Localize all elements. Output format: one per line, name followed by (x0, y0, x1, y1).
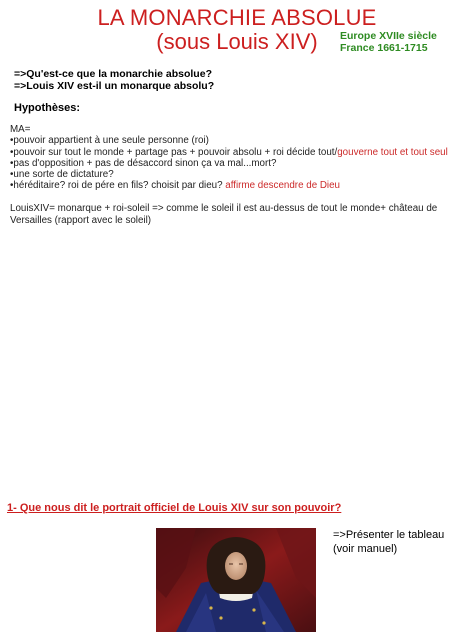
question-2: =>Louis XIV est-il un monarque absolu? (14, 80, 215, 92)
instruction-line-1: =>Présenter le tableau (333, 529, 445, 541)
context-region: Europe XVIIe siècle (340, 30, 437, 42)
hypothesis-bullet (10, 135, 209, 146)
hypothesis-bullet (10, 147, 448, 158)
page-subtitle: (sous Louis XIV) (156, 29, 318, 54)
bullet-text: •pas d'opposition + pas de désaccord sinon ça va mal...mort? (10, 158, 277, 169)
ma-label: MA= (10, 124, 31, 135)
bullet-highlight: affirme descendre de Dieu (225, 180, 341, 191)
hypotheses-heading: Hypothèses: (14, 102, 81, 114)
louis-note-line-2: Versailles (rapport avec le soleil) (10, 215, 152, 226)
bullet-text: •pouvoir appartient à une seule personne (roi) (10, 135, 209, 146)
page-title: LA MONARCHIE ABSOLUE (97, 5, 377, 30)
portrait-louis-xiv-image (156, 528, 316, 632)
louis-note-line-1: LouisXIV= monarque + roi-soleil => comme le soleil il est au-dessus de tout le monde+ château de (10, 203, 438, 214)
section-1-heading: 1- Que nous dit le portrait officiel de Louis XIV sur son pouvoir? (7, 502, 342, 514)
bullet-text: •une sorte de dictature? (10, 169, 114, 180)
present-painting-instruction (333, 528, 444, 556)
hypothesis-bullet (10, 169, 114, 180)
hypothesis-bullet (10, 158, 276, 169)
portrait-illustration (156, 528, 316, 632)
bullet-text: •pouvoir sur tout le monde + partage pas + pouvoir absolu + roi décide tout/ (10, 147, 338, 158)
context-dates: France 1661-1715 (340, 42, 428, 54)
instruction-line-2: (voir manuel) (333, 543, 398, 555)
bullet-text: •héréditaire? roi de pére en fils? choisit par dieu? (10, 180, 226, 191)
bullet-highlight: gouverne tout et tout seul (337, 147, 448, 158)
question-1: =>Qu'est-ce que la monarchie absolue? (14, 68, 212, 80)
hypothesis-bullet (10, 180, 340, 191)
